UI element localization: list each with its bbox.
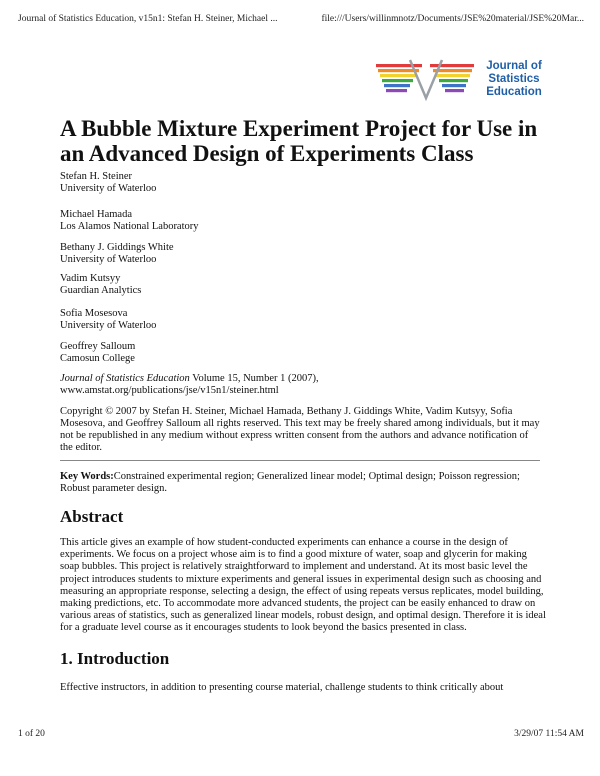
author-name: Stefan H. Steiner: [60, 171, 133, 182]
logo-stripe-right: [442, 84, 466, 87]
author-block: [60, 308, 156, 332]
abstract-heading: Abstract: [60, 507, 124, 526]
introduction-heading: 1. Introduction: [60, 649, 170, 668]
print-header: [18, 14, 584, 24]
author-name: Michael Hamada: [60, 209, 133, 220]
logo-stripe-right: [430, 64, 474, 67]
logo-stripe-left: [386, 89, 407, 92]
logo-line-3: Education: [486, 86, 542, 98]
logo-stripe-left: [380, 74, 416, 77]
author-affiliation: Los Alamos National Laboratory: [60, 221, 199, 232]
author-affiliation: University of Waterloo: [60, 320, 157, 331]
section-divider: [60, 460, 540, 461]
author-name: Vadim Kutsyy: [60, 273, 121, 284]
logo-stripe-right: [445, 89, 464, 92]
logo-line-1: Journal of: [486, 60, 542, 72]
copyright-notice: Copyright © 2007 by Stefan H. Steiner, Michael Hamada, Bethany J. Giddings White, Vadim Kutsyy, Sofia Mosesova, and Geoffrey Salloum all rights reserved. This text may be freely shared among individuals, but it may not be republished in any medium without express written consent from the authors and advance notification of the editor.: [60, 406, 540, 453]
print-header-title: Journal of Statistics Education, v15n1: Stefan H. Steiner, Michael ...: [18, 14, 278, 24]
keywords-text: Constrained experimental region; Generalized linear model; Optimal design; Poisson regression; Robust parameter design.: [60, 471, 520, 494]
stripes-logo-icon: [372, 58, 478, 102]
introduction-text: Effective instructors, in addition to presenting course material, challenge students to think critically about: [60, 682, 504, 693]
citation-journal: Journal of Statistics Education: [60, 373, 190, 384]
author-block: [60, 209, 199, 233]
logo-stripe-left: [382, 79, 413, 82]
keywords: [60, 471, 540, 495]
print-header-url: file:///Users/willinmnotz/Documents/JSE%20material/JSE%20Mar...: [321, 14, 584, 24]
article-title: A Bubble Mixture Experiment Project for Use in an Advanced Design of Experiments Class: [60, 116, 538, 166]
author-name: Geoffrey Salloum: [60, 341, 136, 352]
author-block: [60, 273, 141, 297]
author-block: [60, 341, 135, 365]
print-timestamp: 3/29/07 11:54 AM: [514, 729, 584, 739]
print-footer: [18, 729, 584, 739]
author-name: Sofia Mosesova: [60, 308, 128, 319]
logo-stripe-left: [376, 64, 422, 67]
author-affiliation: Camosun College: [60, 353, 135, 364]
author-block: [60, 242, 174, 266]
citation-url[interactable]: www.amstat.org/publications/jse/v15n1/steiner.html: [60, 385, 279, 396]
logo-line-2: Statistics: [488, 73, 540, 85]
logo-stripe-right: [439, 79, 468, 82]
abstract-text: This article gives an example of how student-conducted experiments can enhance a course in the design of experiments. We focus on a project whose aim is to find a good mixture of water, soap and glycerin for making soap bubbles. This project is relatively straightforward to implement and understand. At its most basic level the project introduces students to mixture experiments and general issues in experimental design such as choosing and measuring an appropriate response, selecting a design, the effect of using repeats versus replicates, model building, making predictions, etc. To accommodate more advanced students, the project can be easily enhanced to draw on various areas of statistics, such as generalized linear models, robust design, and optimal design. Therefore it is ideal for a graduate level course as it encourages students to look beyond the basics presented in class.: [60, 537, 546, 634]
citation: [60, 373, 319, 397]
author-affiliation: Guardian Analytics: [60, 285, 142, 296]
logo-stripe-right: [436, 74, 470, 77]
journal-logo: [372, 58, 592, 102]
logo-text: [478, 60, 550, 99]
logo-stripe-left: [384, 84, 410, 87]
keywords-label: Key Words:: [60, 471, 114, 482]
citation-details: Volume 15, Number 1 (2007),: [189, 373, 319, 384]
author-affiliation: University of Waterloo: [60, 183, 157, 194]
author-name: Bethany J. Giddings White: [60, 242, 174, 253]
author-block: [60, 171, 156, 195]
page-number: 1 of 20: [18, 729, 45, 739]
author-affiliation: University of Waterloo: [60, 254, 157, 265]
